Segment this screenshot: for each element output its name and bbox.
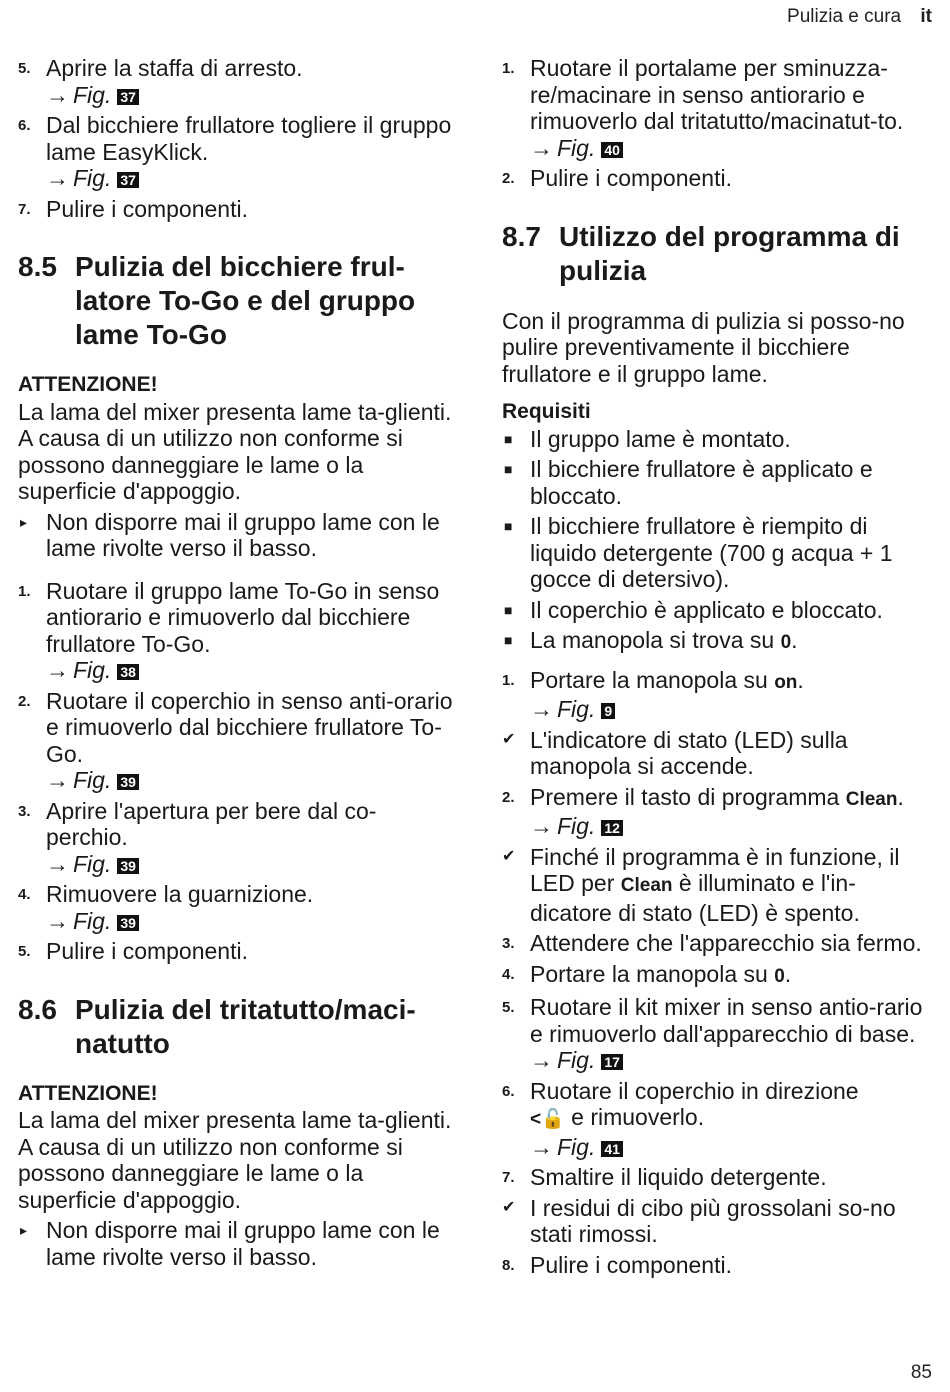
intro-paragraph: Con il programma di pulizia si posso-no pulire preventivamente il bicchiere frullatore e il gruppo lame.: [502, 307, 905, 387]
requirements-list: [502, 426, 937, 657]
section-number: 8.7: [502, 220, 541, 252]
step-text: Aprire l'apertura per bere dal co-perchio.: [46, 797, 377, 850]
list-item: 4. Portare la manopola su 0.: [502, 960, 792, 987]
list-item: [502, 165, 937, 192]
figure-reference: → Fig. 39: [46, 908, 458, 935]
program-key: Clean: [620, 875, 673, 896]
list-item: ■ Il bicchiere frullatore è riempito di liquido detergente (700 g acqua + 1 gocce di detersivo).: [504, 513, 893, 592]
figure-reference: → Fig. 37: [46, 165, 458, 192]
step-text: Pulire i componenti.: [530, 165, 732, 191]
figure-badge: 37: [117, 89, 139, 105]
section-title: Utilizzo del programma di pulizia: [559, 220, 900, 286]
list-item: [18, 578, 458, 684]
list-item: ■ Il coperchio è applicato e bloccato.: [504, 596, 883, 623]
knob-position: on: [774, 671, 798, 693]
knob-position: 0: [780, 632, 792, 653]
list-item: 8. Pulire i componenti.: [502, 1251, 732, 1278]
figure-reference: → Fig. 37: [46, 82, 458, 109]
step-number: 7.: [502, 1169, 515, 1186]
figure-badge: 41: [601, 1141, 623, 1157]
figure-reference: → Fig. 39: [46, 767, 458, 794]
figure-reference: → Fig. 12: [530, 813, 937, 840]
result-item: ✔ I residui di cibo più grossolani so-no stati rimossi.: [502, 1194, 896, 1247]
knob-position: 0: [774, 965, 785, 987]
step-number: 6.: [18, 117, 31, 134]
running-header: [787, 6, 932, 28]
checkmark-icon: ✔: [502, 847, 516, 865]
figure-badge: 38: [117, 664, 139, 680]
section-heading-8-5: [18, 250, 458, 352]
section-title: Pulizia del bicchiere frul-latore To-Go e del gruppo lame To-Go: [75, 251, 416, 350]
step-number: 2.: [18, 692, 31, 710]
step-text: Rimuovere la guarnizione.: [46, 881, 314, 907]
warning-action: ▸ Non disporre mai il gruppo lame con le lame rivolte verso il basso.: [20, 508, 440, 561]
section-number: 8.6: [18, 993, 57, 1025]
list-item: [18, 938, 458, 965]
arrow-icon: →: [46, 165, 69, 191]
step-number: 5.: [18, 943, 31, 960]
result-item: ✔ L'indicatore di stato (LED) sulla manopola si accende.: [502, 726, 848, 779]
figure-badge: 39: [117, 858, 139, 874]
section-heading-8-6: [18, 993, 458, 1061]
step-text: Pulire i componenti.: [46, 938, 248, 964]
program-key: Clean: [845, 788, 898, 810]
step-number: 2.: [502, 788, 515, 806]
step-number: 5.: [18, 60, 31, 77]
arrow-icon: →: [46, 907, 69, 934]
figure-badge: 40: [601, 142, 623, 158]
list-item: ■ Il gruppo lame è montato.: [504, 425, 791, 452]
step-text: Ruotare il gruppo lame To-Go in senso antiorario e rimuoverlo dal bicchiere frullatore To-Go.: [46, 577, 440, 657]
step-number: 5.: [502, 999, 515, 1016]
triangle-bullet-icon: ▸: [20, 1222, 28, 1238]
result-item: ✔ Finché il programma è in funzione, il LED per Clean è illuminato e l'in-dicatore di stato (LED) è spento.: [502, 843, 900, 926]
arrow-icon: →: [530, 696, 553, 722]
arrow-icon: →: [530, 813, 553, 839]
list-item: 2. Premere il tasto di programma Clean. → Fig. 12: [502, 784, 937, 840]
unlock-icon: <🔓: [530, 1109, 565, 1130]
figure-badge: 17: [601, 1054, 623, 1070]
left-column: [18, 55, 458, 1274]
figure-reference: → Fig. 41: [530, 1134, 937, 1161]
warning-action: ▸ Non disporre mai il gruppo lame con le lame rivolte verso il basso.: [20, 1217, 440, 1270]
figure-reference: → Fig. 39: [46, 851, 458, 878]
triangle-bullet-icon: ▸: [20, 513, 28, 530]
arrow-icon: →: [530, 1047, 553, 1073]
page-number: 85: [910, 1362, 932, 1383]
arrow-icon: →: [46, 850, 69, 877]
list-item: [18, 688, 458, 794]
header-language: it: [920, 6, 932, 27]
step-number: 1.: [18, 582, 31, 600]
figure-reference: → Fig. 17: [530, 1047, 937, 1074]
checkmark-icon: ✔: [502, 730, 516, 748]
arrow-icon: →: [530, 134, 553, 161]
list-item: 3. Attendere che l'apparecchio sia fermo.: [502, 930, 922, 956]
list-item: [18, 798, 458, 878]
figure-reference: → Fig. 38: [46, 657, 458, 684]
step-number: 7.: [18, 200, 31, 218]
warning-title: ATTENZIONE!: [18, 373, 158, 396]
warning-text: La lama del mixer presenta lame ta-glienti. A causa di un utilizzo non conforme si possono danneggiare le lame o la superficie d'appoggio.: [18, 1107, 452, 1213]
section-heading-8-7: [502, 220, 937, 288]
figure-badge: 39: [117, 774, 139, 790]
step-number: 8.: [502, 1256, 515, 1274]
step-text: Ruotare il coperchio in senso anti-orario e rimuoverlo dal bicchiere frullatore To-Go.: [46, 687, 453, 767]
square-bullet-icon: ■: [504, 632, 513, 648]
step-text: Ruotare il portalame per sminuzza-re/macinare in senso antiorario e rimuoverlo dal tritatutto/macinatut-to.: [530, 55, 904, 134]
step-number: 6.: [502, 1082, 515, 1100]
arrow-icon: →: [46, 81, 69, 108]
figure-reference: → Fig. 9: [530, 696, 937, 723]
square-bullet-icon: ■: [504, 601, 513, 618]
step-text: Pulire i componenti.: [46, 195, 248, 222]
list-item: 5. Ruotare il kit mixer in senso antio-rario e rimuoverlo dall'apparecchio di base. → Fig. 17: [502, 994, 937, 1074]
square-bullet-icon: ■: [504, 461, 513, 477]
list-item: [18, 196, 458, 223]
arrow-icon: →: [46, 767, 69, 793]
step-number: 3.: [18, 802, 31, 820]
square-bullet-icon: ■: [504, 430, 513, 447]
right-column: [502, 55, 937, 1282]
step-number: 1.: [502, 60, 515, 77]
arrow-icon: →: [530, 1133, 553, 1160]
figure-badge: 39: [117, 915, 139, 931]
step-number: 2.: [502, 170, 515, 187]
requirements-title: Requisiti: [502, 400, 591, 423]
warning-title: ATTENZIONE!: [18, 1081, 158, 1105]
square-bullet-icon: ■: [504, 518, 513, 534]
section-number: 8.5: [18, 251, 57, 282]
list-item: ■ La manopola si trova su 0.: [504, 627, 798, 653]
list-item: [18, 881, 458, 934]
list-item: 7. Smaltire il liquido detergente.: [502, 1164, 827, 1190]
list-item: 1. Portare la manopola su on. → Fig. 9: [502, 667, 937, 723]
list-item: 6. Ruotare il coperchio in direzione <🔓 e rimuoverlo. → Fig. 41: [502, 1078, 937, 1161]
warning-text: La lama del mixer presenta lame ta-glienti. A causa di un utilizzo non conforme si possono danneggiare le lame o la superficie d'appoggio.: [18, 398, 452, 504]
list-item: ■ Il bicchiere frullatore è applicato e bloccato.: [504, 456, 873, 509]
figure-badge: 37: [117, 172, 139, 188]
step-number: 4.: [502, 965, 515, 983]
step-text: Aprire la staffa di arresto.: [46, 55, 303, 81]
list-item: [502, 55, 937, 161]
figure-badge: 12: [601, 820, 623, 836]
list-item: [18, 55, 458, 108]
header-section: Pulizia e cura: [787, 6, 902, 27]
step-number: 4.: [18, 886, 31, 903]
step-text: Dal bicchiere frullatore togliere il gruppo lame EasyKlick.: [46, 112, 452, 165]
figure-reference: → Fig. 40: [530, 135, 937, 162]
section-title: Pulizia del tritatutto/maci-natutto: [75, 993, 416, 1059]
checkmark-icon: ✔: [502, 1198, 516, 1216]
step-number: 1.: [502, 671, 515, 689]
arrow-icon: →: [46, 657, 69, 683]
step-number: 3.: [502, 935, 515, 952]
list-item: [18, 112, 458, 192]
figure-badge: 9: [601, 703, 615, 719]
